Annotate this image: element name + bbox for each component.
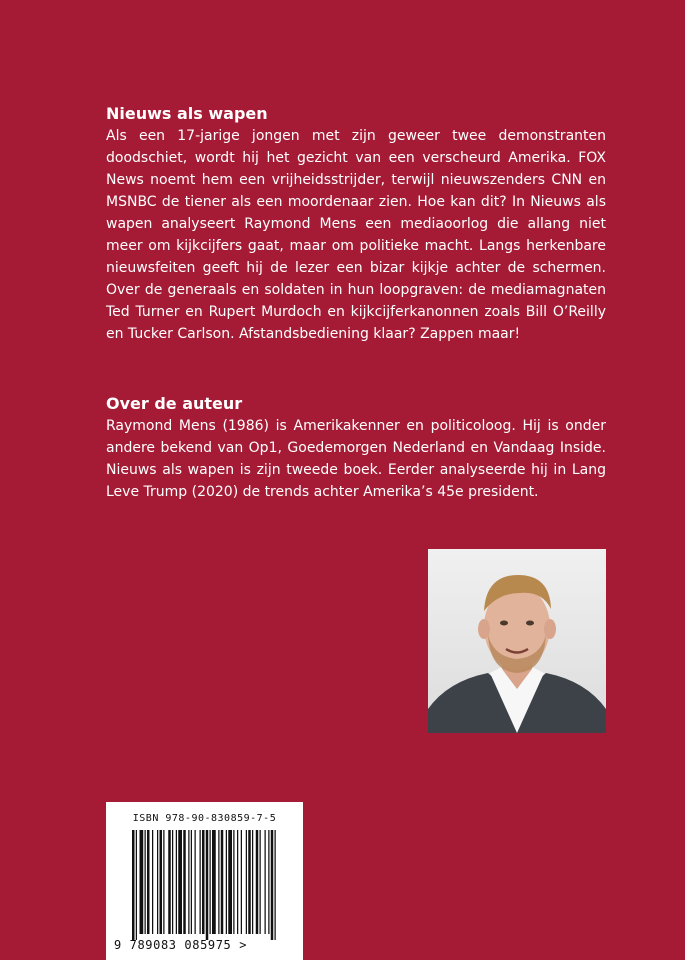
barcode-bar (260, 830, 261, 934)
barcode-bar (268, 830, 269, 934)
isbn-label: ISBN 978-90-830859-7-5 (132, 813, 277, 824)
barcode-bar (183, 830, 186, 934)
barcode-bar (275, 830, 276, 940)
author-heading: Over de auteur (106, 394, 243, 413)
barcode-bar (152, 830, 153, 934)
barcode-bar (132, 830, 135, 940)
barcode-bar (252, 830, 253, 934)
author-section (106, 393, 606, 503)
author-bio-text: Raymond Mens (1986) is Amerikakenner en politicoloog. Hij is onder andere bekend van Op1, Goedemorgen Nederland en Vandaag Inside. Nieuws als wapen is zijn tweede boek. Eerder analyseerde hij in Lang Leve Trump (2020) de trends achter Amerika’s 45e president. (106, 418, 606, 500)
barcode-bar (168, 830, 171, 934)
barcode-bar (256, 830, 259, 934)
barcode-bar (200, 830, 201, 934)
isbn-barcode (106, 802, 303, 960)
barcode-bar (271, 830, 274, 940)
barcode-bar (140, 830, 144, 934)
barcode-bar (246, 830, 247, 934)
barcode-bar (147, 830, 150, 934)
barcode-digits: 9 789083 085975 > (114, 938, 248, 952)
barcode-bar (172, 830, 173, 934)
barcode-bar (136, 830, 137, 940)
barcode-bar (226, 830, 227, 934)
barcode-bar (188, 830, 189, 934)
barcode-bar (221, 830, 224, 934)
barcode-bar (210, 830, 211, 934)
barcode-bars (106, 802, 303, 960)
barcode-bar (218, 830, 219, 934)
barcode-bar (241, 830, 242, 934)
barcode-bar (237, 830, 238, 934)
barcode-bar (206, 830, 209, 940)
book-title-heading: Nieuws als wapen (106, 104, 268, 123)
barcode-bar (176, 830, 177, 934)
book-description-section (106, 103, 606, 345)
barcode-bar (212, 830, 216, 934)
barcode-bar (265, 830, 266, 934)
author-photo (428, 549, 606, 733)
barcode-bar (160, 830, 163, 934)
book-description-text: Als een 17-jarige jongen met zijn geweer twee demonstranten doodschiet, wordt hij het gezicht van een verscheurd Amerika. FOX News noemt hem een vrijheidsstrijder, terwijl nieuwszenders CNN en MSNBC de tiener als een moordenaar zien. Hoe kan dit? In Nieuws als wapen analyseert Raymond Mens een mediaoorlog die allang niet meer om kijkcijfers gaat, maar om politieke macht. Langs herkenbare nieuwsfeiten geeft hij de lezer een bizar kijkje achter de schermen. Over de generaals en soldaten in hun loopgraven: de mediamagnaten Ted Turner en Rupert Murdoch en kijkcijferkanonnen zoals Bill O’Reilly en Tucker Carlson. Afstandsbediening klaar? Zappen maar! (106, 128, 606, 342)
barcode-bar (157, 830, 158, 934)
barcode-bar (195, 830, 196, 934)
barcode-bar (191, 830, 192, 934)
barcode-bar (163, 830, 164, 934)
barcode-bar (233, 830, 234, 934)
barcode-bar (248, 830, 251, 934)
barcode-bar (202, 830, 205, 934)
barcode-bar (178, 830, 182, 934)
author-portrait-image (428, 549, 606, 733)
barcode-bar (145, 830, 146, 934)
barcode-bar (228, 830, 232, 934)
